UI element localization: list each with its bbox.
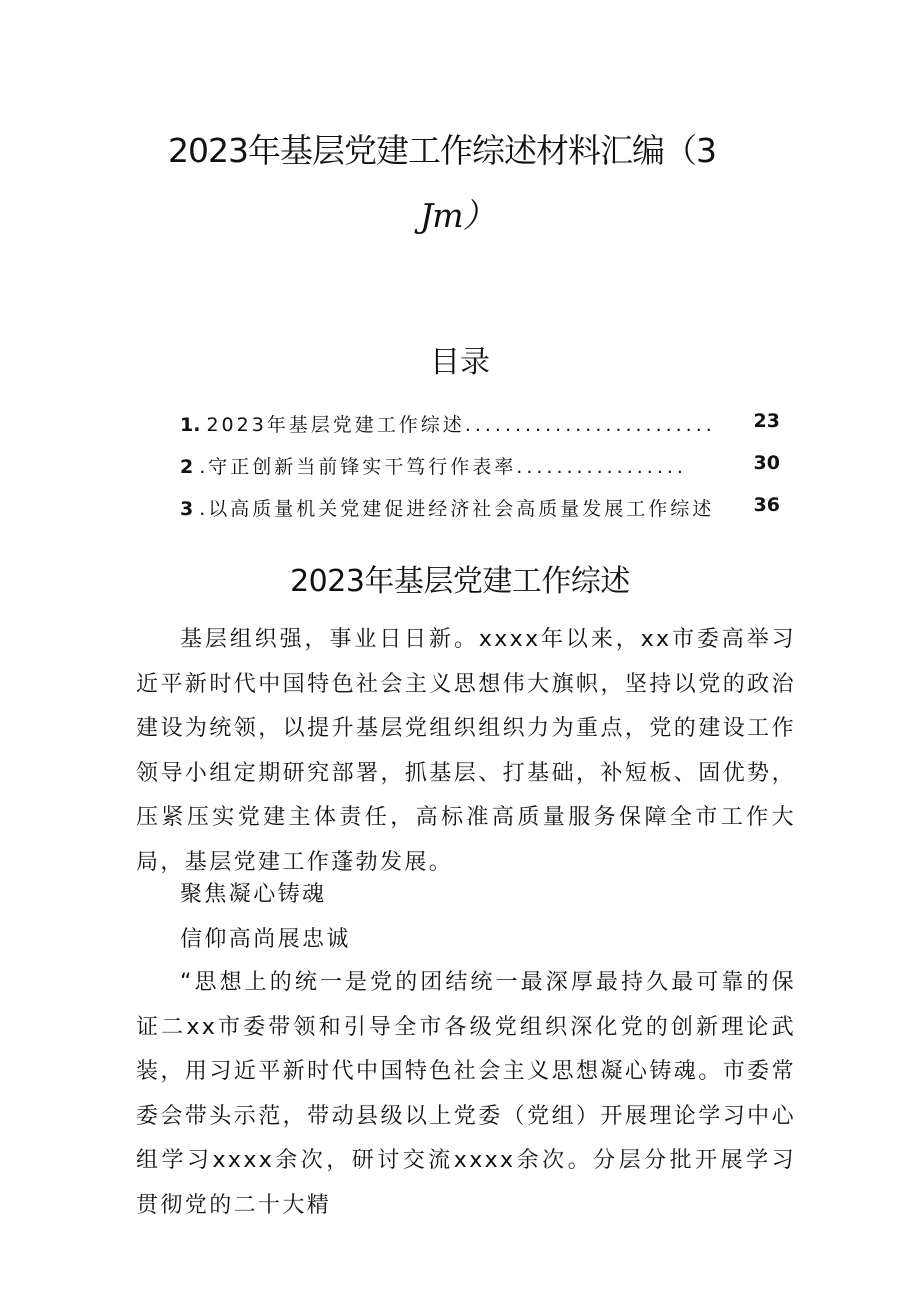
toc-item-text: .以高质量机关党建促进经济社会高质量发展工作综述 xyxy=(199,498,715,520)
section-title: 2023年基层党建工作综述 xyxy=(290,564,630,599)
toc-item-number: 1. xyxy=(180,414,201,436)
body-paragraph: 基层组织强，事业日日新。xxxx年以来，xx市委高举习近平新时代中国特色社会主义思想伟大旗帜，坚持以党的政治建设为统领，以提升基层党组织组织力为重点，党的建设工作领导小组定期研究部署，抓基层、打基础，补短板、固优势，压紧压实党建主体责任，高标准高质量服务保障全市工作大局，基层党建工作蓬勃发展。 xyxy=(136,627,796,875)
toc-leader-dots: ......................... xyxy=(464,414,716,436)
table-of-contents xyxy=(180,410,780,536)
toc-heading: 目录 xyxy=(430,345,490,380)
toc-item-page: 36 xyxy=(753,494,780,516)
toc-item[interactable] xyxy=(180,452,780,494)
toc-item-number: 2 xyxy=(180,456,194,478)
toc-item-text: .守正创新当前锋实干笃行作表率 xyxy=(199,456,517,478)
toc-leader-dots: ................. xyxy=(516,456,687,478)
subheading: 信仰高尚展忠诚 xyxy=(180,927,351,952)
toc-item-page: 23 xyxy=(753,410,780,432)
document-title-continuation: Jm） xyxy=(420,196,495,235)
body-paragraph: “思想上的统一是党的团结统一最深厚最持久最可靠的保证二xx市委带领和引导全市各级党组织深化党的创新理论武装，用习近平新时代中国特色社会主义思想凝心铸魂。市委常委会带头示范，带动县级以上党委（党组）开展理论学习中心组学习xxxx余次，研讨交流xxxx余次。分层分批开展学习贯彻党的二十大精 xyxy=(136,970,796,1218)
toc-item-text: 2023年基层党建工作综述 xyxy=(206,414,465,436)
toc-item[interactable] xyxy=(180,410,780,452)
subheading: 聚焦凝心铸魂 xyxy=(180,882,327,907)
document-title: 2023年基层党建工作综述材料汇编（3 xyxy=(168,131,716,170)
toc-item-page: 30 xyxy=(753,452,780,474)
toc-item[interactable] xyxy=(180,494,780,536)
toc-item-number: 3 xyxy=(180,498,194,520)
